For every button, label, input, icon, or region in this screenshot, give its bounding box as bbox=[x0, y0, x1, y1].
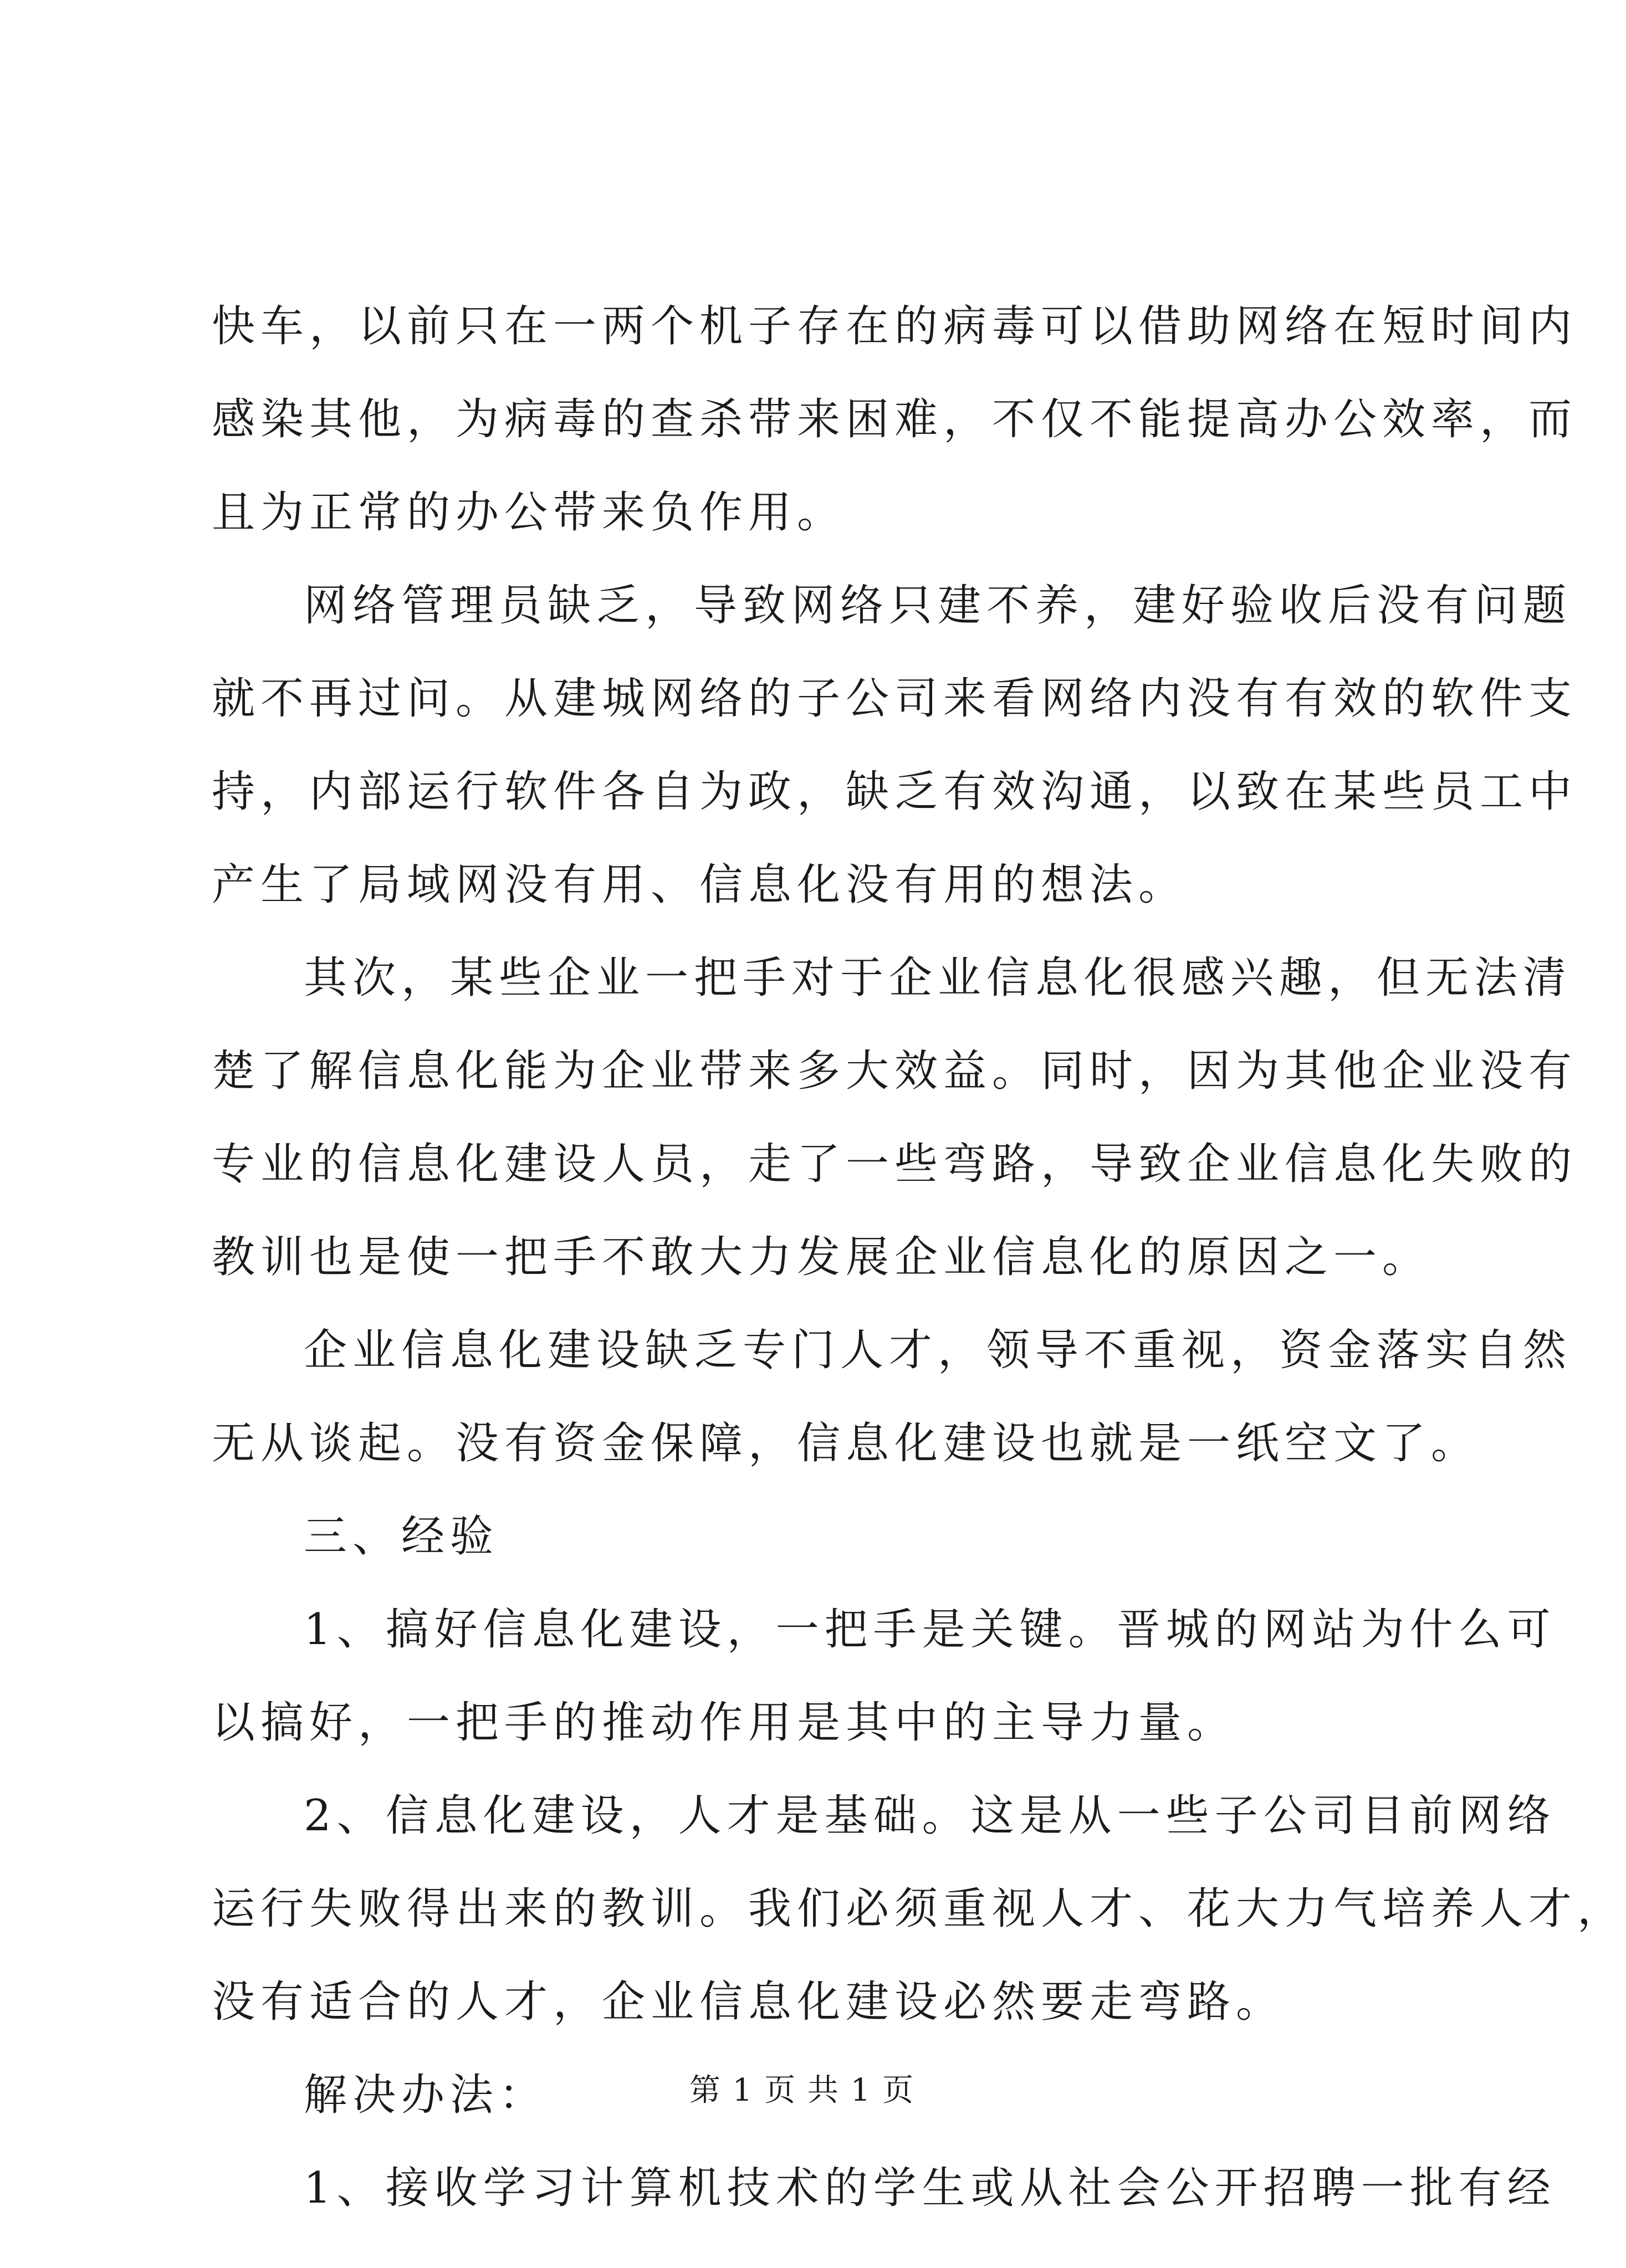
text-line: 没有适合的人才，企业信息化建设必然要走弯路。 bbox=[212, 1977, 1285, 2027]
text-line: 就不再过问。从建城网络的子公司来看网络内没有有效的软件支 bbox=[212, 674, 1578, 724]
list-item-first-line: 2、信息化建设，人才是基础。这是从一些子公司目前网络 bbox=[304, 1791, 1556, 1841]
text-line: 且为正常的办公带来负作用。 bbox=[212, 488, 846, 537]
subheading: 解决办法： bbox=[304, 2070, 548, 2120]
page-footer: 第 1 页 共 1 页 bbox=[689, 2072, 915, 2108]
section-heading: 三、经验 bbox=[304, 1512, 499, 1562]
list-item-first-line: 1、接收学习计算机技术的学生或从社会公开招聘一批有经 bbox=[304, 2163, 1556, 2213]
paragraph-first-line: 网络管理员缺乏，导致网络只建不养，建好验收后没有问题 bbox=[304, 581, 1572, 631]
text-line: 运行失败得出来的教训。我们必须重视人才、花大力气培养人才， bbox=[212, 1884, 1626, 1934]
document-body bbox=[212, 280, 1626, 2235]
text-line: 以搞好，一把手的推动作用是其中的主导力量。 bbox=[212, 1698, 1236, 1748]
text-line: 专业的信息化建设人员，走了一些弯路，导致企业信息化失败的 bbox=[212, 1139, 1578, 1189]
text-line: 产生了局域网没有用、信息化没有用的想法。 bbox=[212, 860, 1188, 910]
text-line: 快车，以前只在一两个机子存在的病毒可以借助网络在短时间内 bbox=[212, 301, 1578, 351]
text-line: 楚了解信息化能为企业带来多大效益。同时，因为其他企业没有 bbox=[212, 1046, 1578, 1096]
text-line: 感染其他，为病毒的查杀带来困难，不仅不能提高办公效率，而 bbox=[212, 395, 1578, 444]
paragraph-first-line: 企业信息化建设缺乏专门人才，领导不重视，资金落实自然 bbox=[304, 1325, 1572, 1375]
text-line: 教训也是使一把手不敢大力发展企业信息化的原因之一。 bbox=[212, 1232, 1431, 1282]
list-item-first-line: 1、搞好信息化建设，一把手是关键。晋城的网站为什么可 bbox=[304, 1605, 1556, 1655]
text-line: 无从谈起。没有资金保障，信息化建设也就是一纸空文了。 bbox=[212, 1419, 1480, 1468]
text-line: 持，内部运行软件各自为政，缺乏有效沟通，以致在某些员工中 bbox=[212, 767, 1578, 817]
paragraph-first-line: 其次，某些企业一把手对于企业信息化很感兴趣，但无法清 bbox=[304, 953, 1572, 1003]
